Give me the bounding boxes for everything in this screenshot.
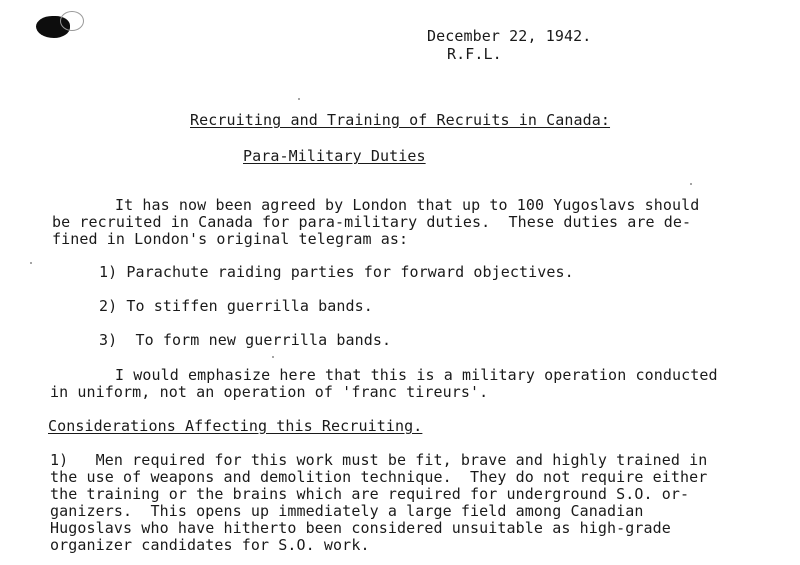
section-heading: Considerations Affecting this Recruiting. bbox=[48, 417, 423, 435]
emphasis-line: I would emphasize here that this is a military operation conducted bbox=[115, 366, 718, 384]
duty-item: 3) To form new guerrilla bands. bbox=[99, 331, 392, 349]
document-subtitle: Para-Military Duties bbox=[243, 147, 426, 165]
intro-line: fined in London's original telegram as: bbox=[52, 230, 409, 248]
duty-item: 2) To stiffen guerrilla bands. bbox=[99, 297, 373, 315]
duty-item: 1) Parachute raiding parties for forward objectives. bbox=[99, 263, 574, 281]
intro-line: be recruited in Canada for para-military duties. These duties are de- bbox=[52, 213, 692, 231]
consideration-line: Hugoslavs who have hitherto been considered unsuitable as high-grade bbox=[50, 519, 671, 537]
consideration-line: the training or the brains which are required for underground S.O. or- bbox=[50, 485, 690, 503]
document-title: Recruiting and Training of Recruits in Canada: bbox=[190, 111, 611, 129]
paper-speck bbox=[272, 356, 274, 358]
paper-speck bbox=[30, 262, 32, 264]
consideration-line: 1) Men required for this work must be fit, brave and highly trained in bbox=[50, 451, 708, 469]
paper-speck bbox=[690, 183, 692, 185]
paper-speck bbox=[298, 98, 300, 100]
consideration-line: the use of weapons and demolition technique. They do not require either bbox=[50, 468, 708, 486]
author-initials: R.F.L. bbox=[447, 45, 502, 63]
ink-ring-mark bbox=[60, 11, 84, 31]
document-date: December 22, 1942. bbox=[427, 27, 592, 45]
emphasis-line: in uniform, not an operation of 'franc tireurs'. bbox=[50, 383, 489, 401]
intro-line: It has now been agreed by London that up to 100 Yugoslavs should bbox=[115, 196, 700, 214]
consideration-line: organizer candidates for S.O. work. bbox=[50, 536, 370, 554]
consideration-line: ganizers. This opens up immediately a large field among Canadian bbox=[50, 502, 644, 520]
